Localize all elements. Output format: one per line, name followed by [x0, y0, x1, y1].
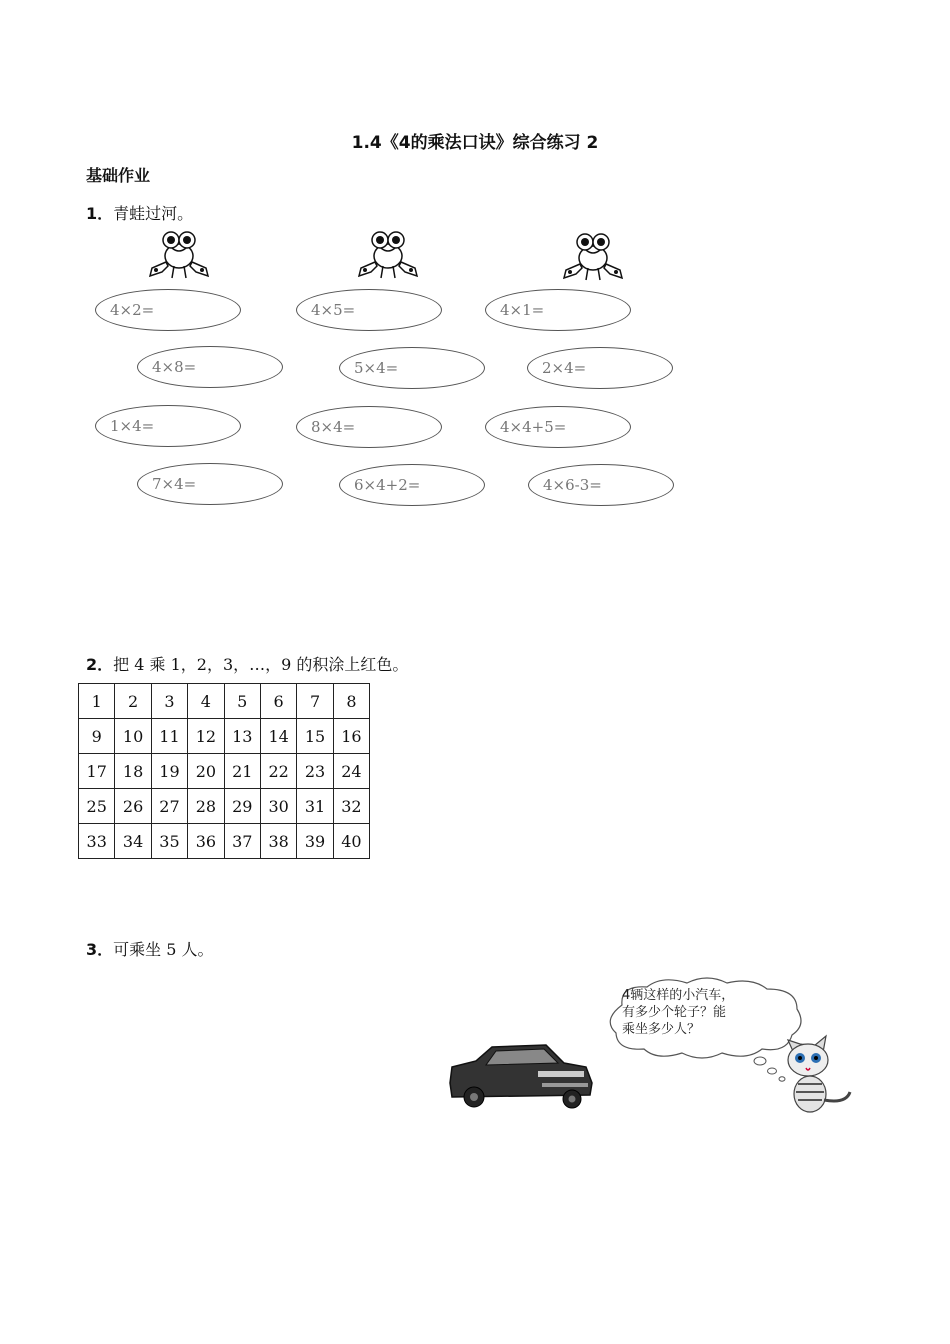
grid-cell[interactable]: 14 — [260, 719, 296, 754]
grid-cell[interactable]: 20 — [188, 754, 224, 789]
grid-cell[interactable]: 18 — [115, 754, 151, 789]
question-number: 1． — [86, 204, 114, 223]
math-oval: 5×4= — [339, 347, 485, 389]
section-heading: 基础作业 — [86, 166, 151, 185]
grid-cell[interactable]: 1 — [79, 684, 115, 719]
grid-cell[interactable]: 8 — [333, 684, 369, 719]
grid-cell[interactable]: 40 — [333, 824, 369, 859]
grid-row — [79, 824, 370, 859]
number-grid — [78, 683, 370, 859]
math-oval: 1×4= — [95, 405, 241, 447]
math-oval: 4×8= — [137, 346, 283, 388]
grid-cell[interactable]: 2 — [115, 684, 151, 719]
grid-row — [79, 754, 370, 789]
page-title: 1.4《4的乘法口诀》综合练习 2 — [351, 133, 599, 153]
math-oval: 7×4= — [137, 463, 283, 505]
grid-cell[interactable]: 3 — [151, 684, 187, 719]
grid-cell[interactable]: 17 — [79, 754, 115, 789]
math-oval: 4×2= — [95, 289, 241, 331]
grid-cell[interactable]: 12 — [188, 719, 224, 754]
grid-cell[interactable]: 30 — [260, 789, 296, 824]
question-number: 2． — [86, 655, 114, 674]
grid-cell[interactable]: 38 — [260, 824, 296, 859]
bubble-line: 4辆这样的小汽车， — [622, 988, 735, 1003]
grid-cell[interactable]: 33 — [79, 824, 115, 859]
grid-cell[interactable]: 15 — [297, 719, 333, 754]
question-2 — [86, 652, 408, 675]
bubble-line: 有多少个轮子？能 — [622, 1005, 727, 1020]
math-oval: 4×6-3= — [528, 464, 674, 506]
cat-icon — [780, 1030, 858, 1116]
grid-cell[interactable]: 21 — [224, 754, 260, 789]
grid-cell[interactable]: 39 — [297, 824, 333, 859]
math-oval: 4×1= — [485, 289, 631, 331]
math-oval: 4×5= — [296, 289, 442, 331]
grid-cell[interactable]: 19 — [151, 754, 187, 789]
grid-cell[interactable]: 13 — [224, 719, 260, 754]
grid-row — [79, 789, 370, 824]
question-text: 把 4 乘 1，2，3，…，9 的积涂上红色。 — [113, 655, 409, 674]
grid-cell[interactable]: 16 — [333, 719, 369, 754]
grid-cell[interactable]: 35 — [151, 824, 187, 859]
grid-cell[interactable]: 4 — [188, 684, 224, 719]
grid-row — [79, 719, 370, 754]
grid-cell[interactable]: 24 — [333, 754, 369, 789]
grid-cell[interactable]: 25 — [79, 789, 115, 824]
grid-cell[interactable]: 5 — [224, 684, 260, 719]
question-number: 3． — [86, 940, 114, 959]
grid-cell[interactable]: 31 — [297, 789, 333, 824]
question-1 — [86, 201, 193, 224]
question-text: 青蛙过河。 — [113, 204, 194, 223]
question-text: 可乘坐 5 人。 — [113, 940, 214, 959]
grid-cell[interactable]: 37 — [224, 824, 260, 859]
grid-cell[interactable]: 7 — [297, 684, 333, 719]
question-3 — [86, 937, 214, 960]
frog-icon — [146, 228, 212, 280]
grid-cell[interactable]: 26 — [115, 789, 151, 824]
grid-cell[interactable]: 6 — [260, 684, 296, 719]
grid-cell[interactable]: 36 — [188, 824, 224, 859]
math-oval: 8×4= — [296, 406, 442, 448]
grid-cell[interactable]: 27 — [151, 789, 187, 824]
grid-cell[interactable]: 28 — [188, 789, 224, 824]
frog-icon — [560, 230, 626, 282]
bubble-line: 乘坐多少人？ — [622, 1022, 701, 1037]
grid-cell[interactable]: 22 — [260, 754, 296, 789]
math-oval: 2×4= — [527, 347, 673, 389]
grid-cell[interactable]: 10 — [115, 719, 151, 754]
frog-icon — [355, 228, 421, 280]
grid-cell[interactable]: 9 — [79, 719, 115, 754]
math-oval: 6×4+2= — [339, 464, 485, 506]
grid-cell[interactable]: 32 — [333, 789, 369, 824]
grid-row — [79, 684, 370, 719]
grid-cell[interactable]: 11 — [151, 719, 187, 754]
grid-cell[interactable]: 23 — [297, 754, 333, 789]
grid-cell[interactable]: 34 — [115, 824, 151, 859]
thought-bubble-text — [622, 987, 782, 1038]
car-icon — [446, 1043, 596, 1111]
grid-cell[interactable]: 29 — [224, 789, 260, 824]
math-oval: 4×4+5= — [485, 406, 631, 448]
